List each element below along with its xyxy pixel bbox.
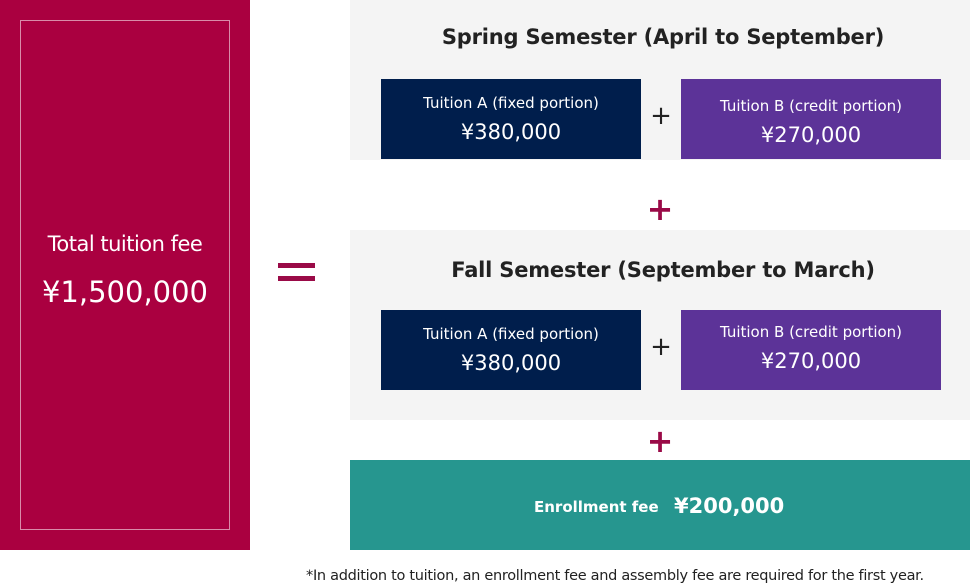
fall-plus-sign: + — [650, 332, 672, 362]
spring-tuition-a-amount: ¥380,000 — [460, 120, 562, 144]
fall-tuition-b-name: Tuition B (credit portion) — [719, 323, 903, 341]
spring-tuition-a-name: Tuition A (fixed portion) — [423, 94, 599, 112]
spring-plus-sign: + — [650, 101, 672, 131]
fall-tuition-a-name: Tuition A (fixed portion) — [423, 325, 599, 343]
spring-semester-panel — [350, 0, 970, 160]
total-tuition-label: Total tuition fee — [47, 232, 203, 256]
footnote: *In addition to tuition, an enrollment fee and assembly fee are required for the first year. — [306, 568, 924, 584]
spring-tuition-a-box — [381, 79, 641, 159]
spring-tuition-b-box — [681, 79, 941, 159]
fall-tuition-b-box — [681, 310, 941, 390]
fall-tuition-a-amount: ¥380,000 — [460, 351, 562, 375]
spring-tuition-b-name: Tuition B (credit portion) — [719, 97, 903, 115]
spring-semester-title: Spring Semester (April to September) — [441, 25, 885, 49]
total-tuition-amount: ¥1,500,000 — [41, 275, 209, 309]
equals-bar-bottom — [278, 276, 315, 281]
spring-tuition-b-amount: ¥270,000 — [760, 123, 862, 147]
plus-sign-before-enrollment: + — [646, 422, 674, 460]
fall-semester-title: Fall Semester (September to March) — [451, 258, 875, 282]
fall-tuition-b-amount: ¥270,000 — [760, 349, 862, 373]
fall-semester-panel — [350, 230, 970, 420]
total-tuition-panel — [0, 0, 250, 550]
enrollment-fee-amount: ¥200,000 — [674, 494, 785, 518]
equals-sign — [278, 263, 315, 283]
enrollment-fee-label: Enrollment fee — [534, 498, 659, 516]
enrollment-fee-box — [350, 460, 970, 550]
plus-sign-between-semesters: + — [646, 190, 674, 228]
equals-bar-top — [278, 263, 315, 268]
fall-tuition-a-box — [381, 310, 641, 390]
